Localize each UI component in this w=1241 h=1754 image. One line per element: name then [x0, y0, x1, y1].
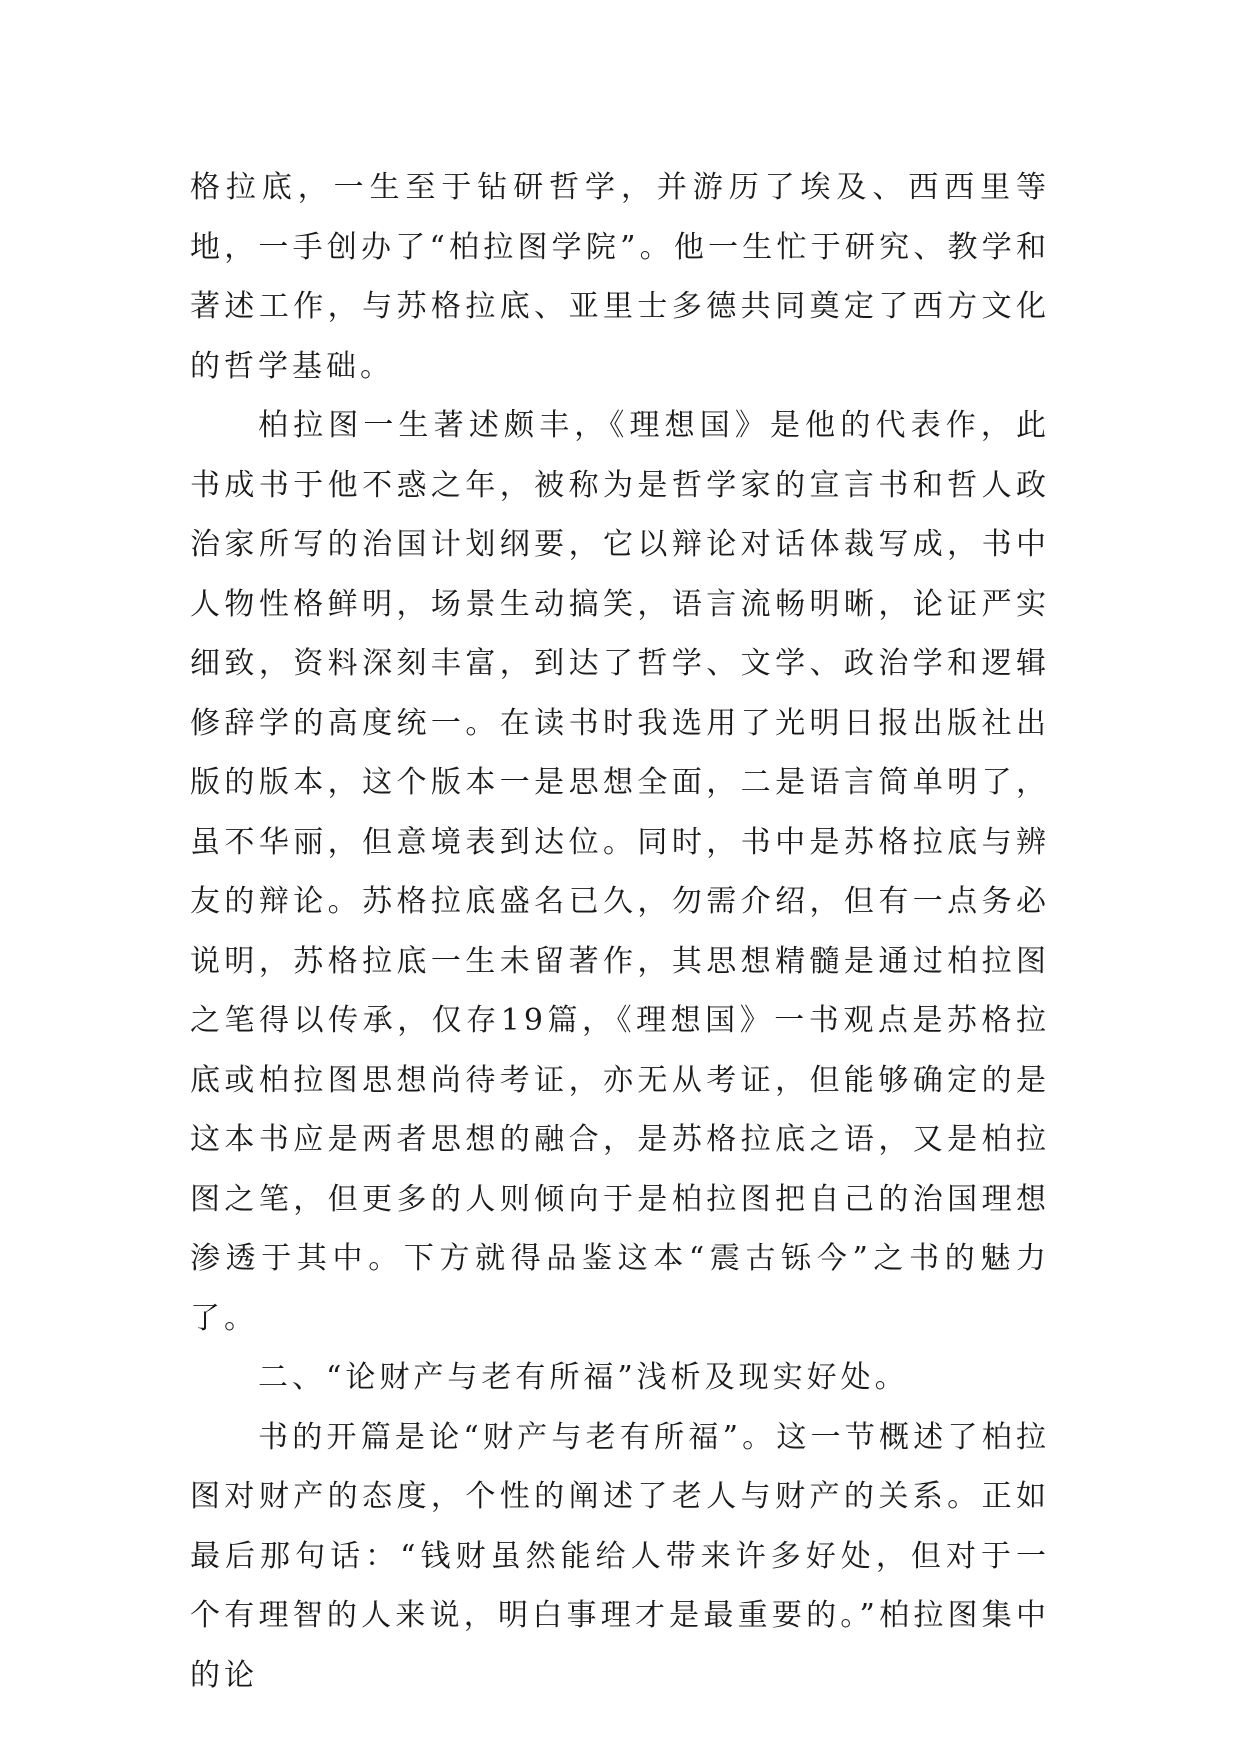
paragraph-republic-intro: 柏拉图一生著述颇丰，《理想国》是他的代表作，此书成书于他不惑之年，被称为是哲学家的宣言书和哲人政治家所写的治国计划纲要，它以辩论对话体裁写成，书中人物性格鲜明，场景生动搞笑，语言流畅明晰，论证严实细致，资料深刻丰富，到达了哲学、文学、政治学和逻辑修辞学的高度统一。在读书时我选用了光明日报出版社出版的版本，这个版本一是思想全面，二是语言简单明了，虽不华丽，但意境表到达位。同时，书中是苏格拉底与辨友的辩论。苏格拉底盛名已久，勿需介绍，但有一点务必说明，苏格拉底一生未留著作，其思想精髓是通过柏拉图之笔得以传承，仅存19篇，《理想国》一书观点是苏格拉底或柏拉图思想尚待考证，亦无从考证，但能够确定的是这本书应是两者思想的融合，是苏格拉底之语，又是柏拉图之笔，但更多的人则倾向于是柏拉图把自己的治国理想渗透于其中。下方就得品鉴这本“震古铄今”之书的魅力了。 [190, 408, 1050, 1336]
section-heading: 二、“论财产与老有所福”浅析及现实好处。 [258, 1360, 909, 1395]
paragraph-property-discussion: 书的开篇是论“财产与老有所福”。这一节概述了柏拉图对财产的态度，个性的阐述了老人与财产的关系。正如最后那句话：“钱财虽然能给人带来许多好处，但对于一个有理智的人来说，明白事理才是最重要的。”柏拉图集中的论 [190, 1419, 1050, 1693]
paragraph-continuation: 格拉底，一生至于钻研哲学，并游历了埃及、西西里等地，一手创办了“柏拉图学院”。他一生忙于研究、教学和著述工作，与苏格拉底、亚里士多德共同奠定了西方文化的哲学基础。 [190, 170, 1050, 384]
document-page [190, 158, 1050, 1705]
